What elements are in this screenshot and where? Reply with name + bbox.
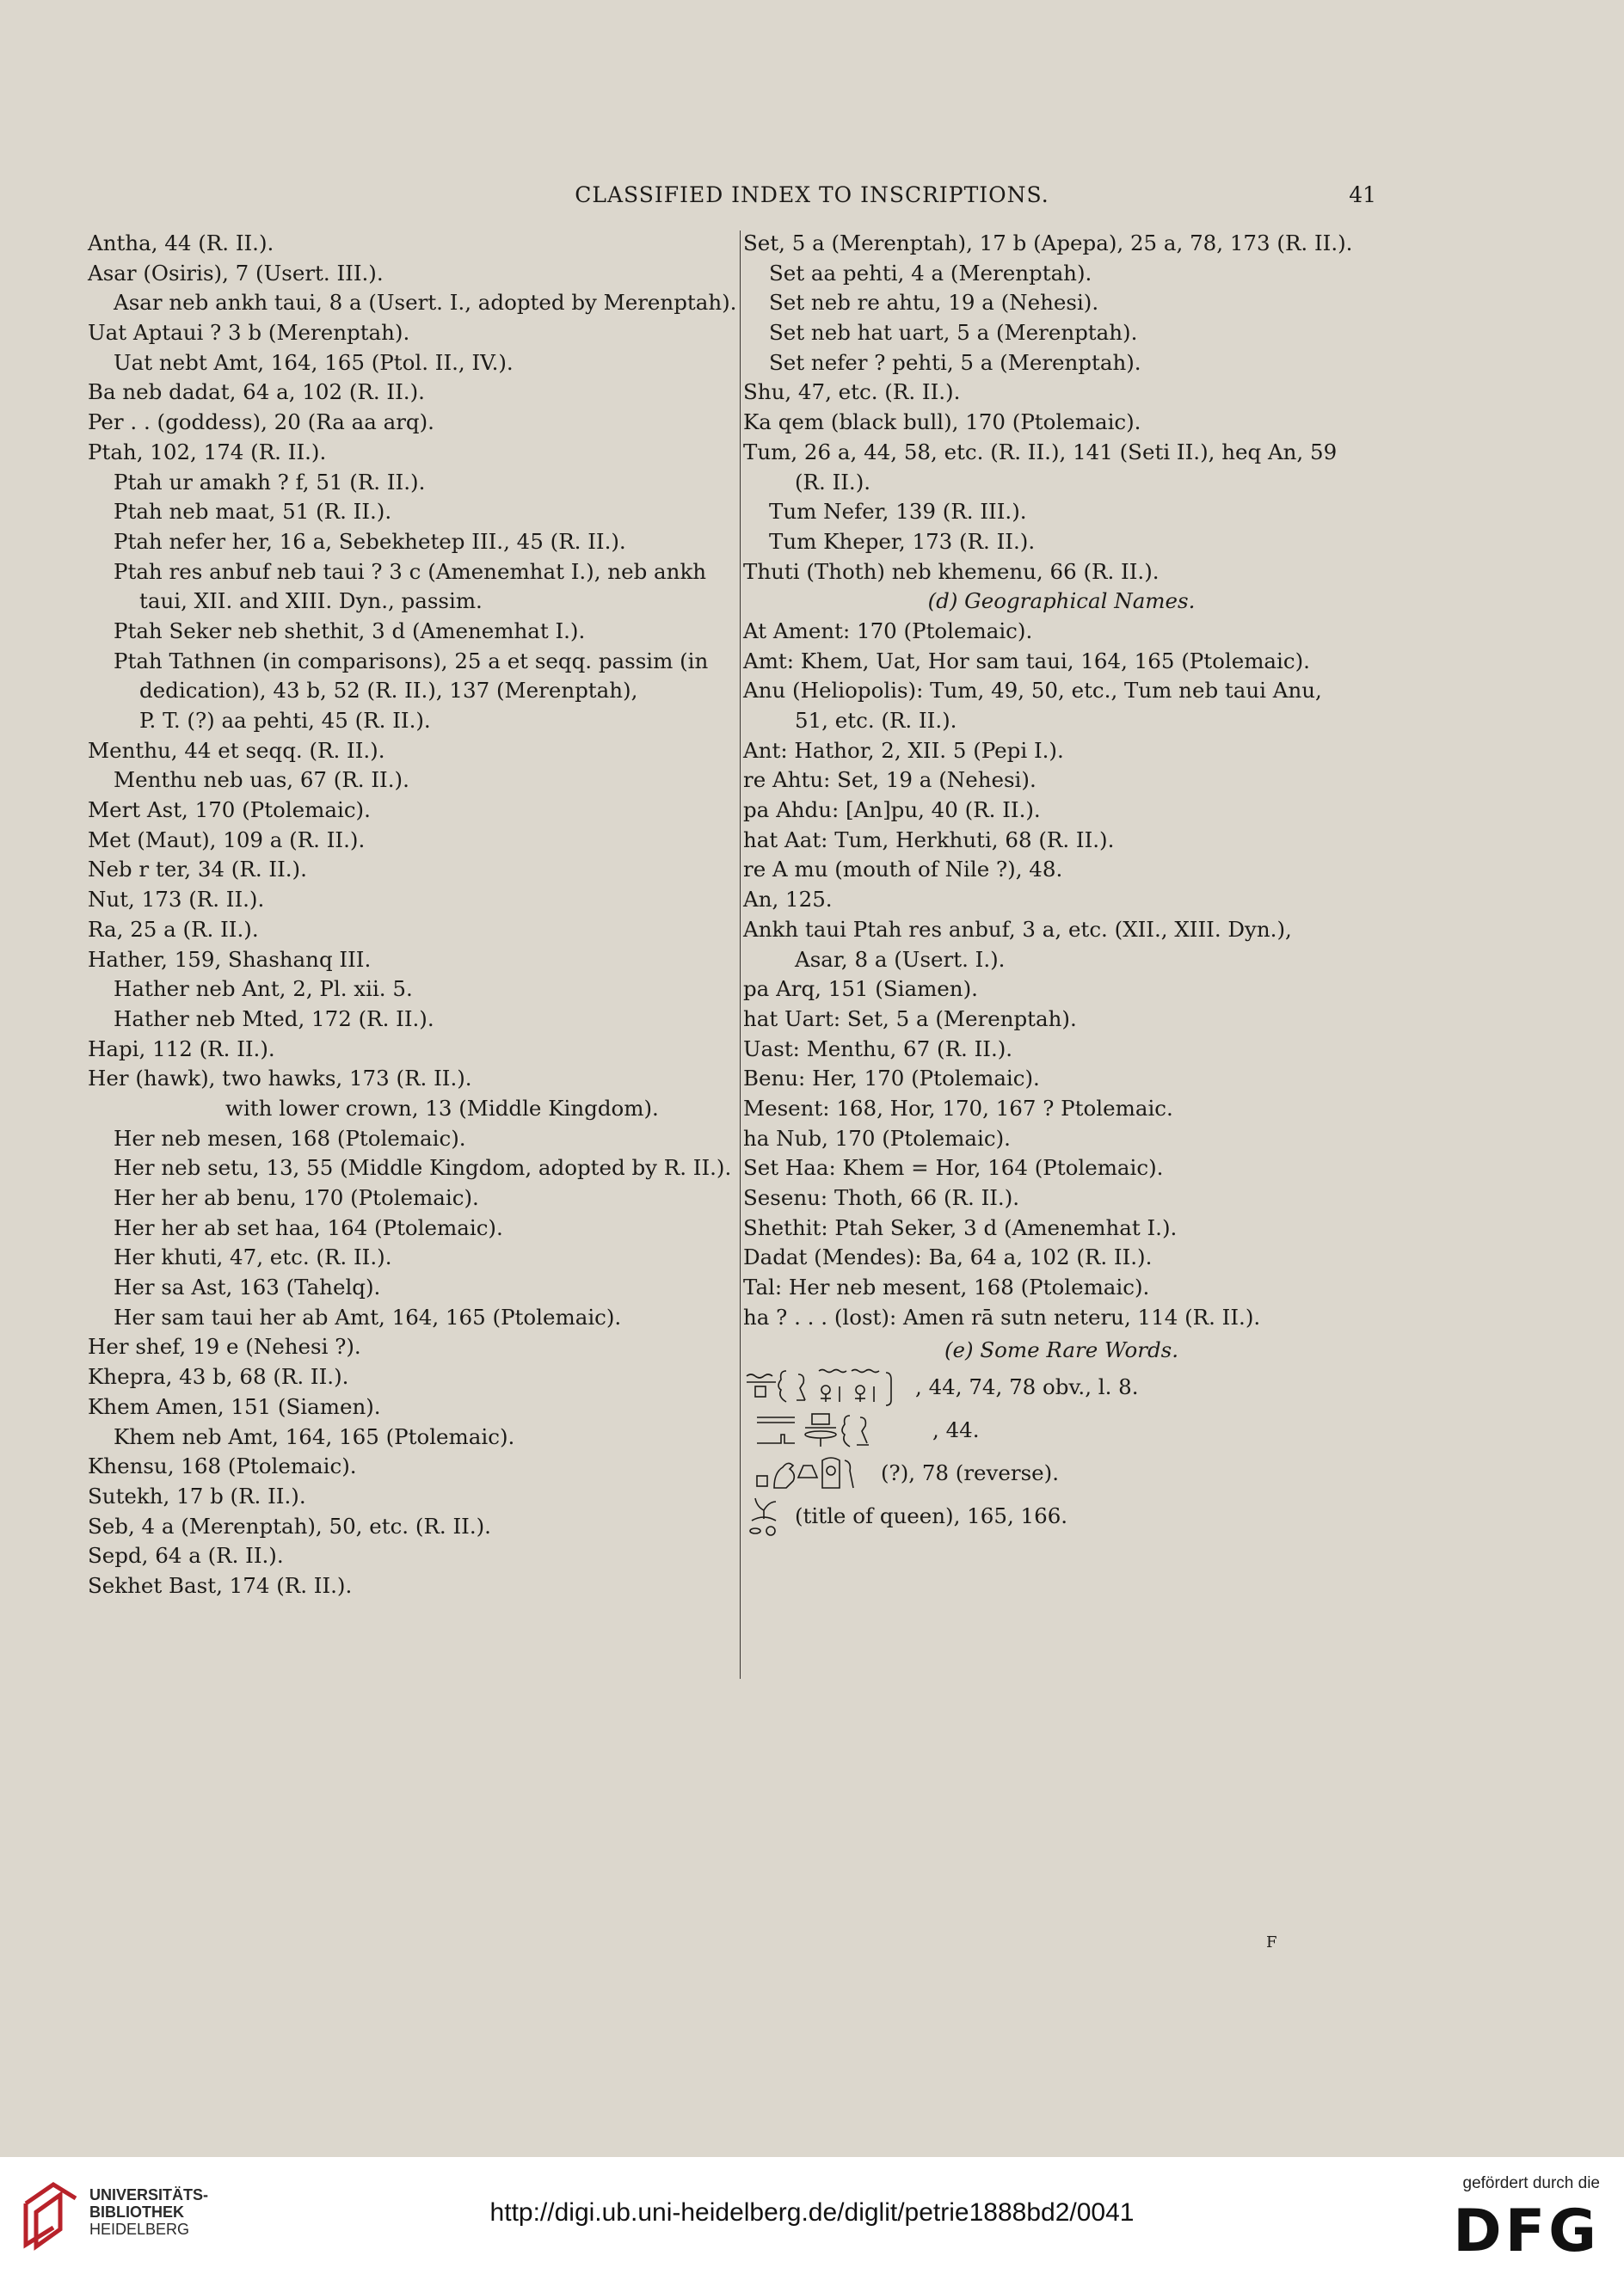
index-entry: Her sa Ast, 163 (Tahelq).	[114, 1275, 381, 1300]
signature-mark: F	[1266, 1933, 1277, 1951]
index-entry: (R. II.).	[795, 469, 871, 495]
index-entry: Sutekh, 17 b (R. II.).	[88, 1483, 306, 1509]
index-entry: re A mu (mouth of Nile ?), 48.	[743, 857, 1063, 882]
index-entry: Her neb setu, 13, 55 (Middle Kingdom, adopted by R. II.).	[114, 1155, 732, 1181]
geographical-names-heading: (d) Geographical Names.	[927, 588, 1196, 614]
index-entry: Nut, 173 (R. II.).	[88, 887, 265, 913]
index-entry: Met (Maut), 109 a (R. II.).	[88, 827, 366, 852]
rare-word-refs: (title of queen), 165, 166.	[795, 1503, 1068, 1528]
index-entry: Ra, 25 a (R. II.).	[88, 916, 259, 942]
index-entry: Ptah neb maat, 51 (R. II.).	[114, 499, 392, 525]
index-entry: Asar neb ankh taui, 8 a (Usert. I., adopted by Merenptah).	[114, 290, 737, 316]
left-column	[88, 229, 737, 1601]
index-entry: Sepd, 64 a (R. II.).	[88, 1543, 284, 1569]
index-entry: Tal: Her neb mesent, 168 (Ptolemaic).	[743, 1275, 1150, 1300]
index-entry: P. T. (?) aa pehti, 45 (R. II.).	[139, 708, 431, 733]
index-entry: Antha, 44 (R. II.).	[88, 230, 274, 255]
index-entry: Set nefer ? pehti, 5 a (Merenptah).	[769, 349, 1141, 375]
right-column	[743, 229, 1380, 1538]
index-entry: pa Arq, 151 (Siamen).	[743, 976, 978, 1002]
index-entry: Her shef, 19 e (Nehesi ?).	[88, 1334, 361, 1360]
index-entry: Ptah Tathnen (in comparisons), 25 a et seqq. passim (in	[114, 648, 709, 673]
index-entry: taui, XII. and XIII. Dyn., passim.	[139, 588, 483, 614]
index-entry: Khensu, 168 (Ptolemaic).	[88, 1454, 357, 1479]
page-number: 41	[1349, 182, 1376, 207]
index-entry: Anu (Heliopolis): Tum, 49, 50, etc., Tum neb taui Anu,	[743, 678, 1322, 704]
library-name-line: UNIVERSITÄTS-	[89, 2186, 209, 2203]
index-entry: Tum Nefer, 139 (R. III.).	[769, 499, 1027, 525]
index-entry: Her her ab set haa, 164 (Ptolemaic).	[114, 1214, 503, 1240]
index-entry: Hapi, 112 (R. II.).	[88, 1036, 275, 1061]
index-entry: An, 125.	[743, 887, 833, 913]
running-title: CLASSIFIED INDEX TO INSCRIPTIONS.	[575, 182, 1049, 207]
index-entry: Mert Ast, 170 (Ptolemaic).	[88, 797, 371, 823]
hieroglyph-group-2-icon	[743, 1410, 924, 1450]
index-entry: hat Uart: Set, 5 a (Merenptah).	[743, 1005, 1077, 1031]
index-entry: Ptah Seker neb shethit, 3 d (Amenemhat I.).	[114, 618, 586, 643]
index-entry: Sesenu: Thoth, 66 (R. II.).	[743, 1185, 1020, 1210]
index-entry: Neb r ter, 34 (R. II.).	[88, 857, 307, 882]
index-entry: hat Aat: Tum, Herkhuti, 68 (R. II.).	[743, 827, 1115, 852]
hieroglyph-group-3-icon	[743, 1454, 872, 1493]
index-entry: Hather neb Mted, 172 (R. II.).	[114, 1005, 434, 1031]
library-name-line: BIBLIOTHEK	[89, 2203, 184, 2221]
rare-word-refs: (?), 78 (reverse).	[881, 1460, 1060, 1485]
deity-entries-continued	[743, 229, 1380, 587]
digitization-footer	[0, 2157, 1624, 2274]
index-entry: Amt: Khem, Uat, Hor sam taui, 164, 165 (Ptolemaic).	[743, 648, 1310, 673]
page-header	[0, 179, 1624, 213]
geographical-names-list	[743, 617, 1380, 1333]
index-entry: Ant: Hathor, 2, XII. 5 (Pepi I.).	[743, 737, 1064, 763]
index-entry: Her (hawk), two hawks, 173 (R. II.).	[88, 1066, 472, 1091]
rare-word-entry	[743, 1452, 1380, 1495]
hieroglyph-group-1-icon	[743, 1367, 907, 1407]
index-entry: Shethit: Ptah Seker, 3 d (Amenemhat I.).	[743, 1214, 1178, 1240]
index-entry: Ba neb dadat, 64 a, 102 (R. II.).	[88, 379, 425, 405]
index-entry: Her her ab benu, 170 (Ptolemaic).	[114, 1185, 479, 1210]
index-entry: Uast: Menthu, 67 (R. II.).	[743, 1036, 1013, 1061]
index-entry: Her sam taui her ab Amt, 164, 165 (Ptolemaic).	[114, 1304, 622, 1330]
index-entry: Her khuti, 47, etc. (R. II.).	[114, 1245, 392, 1270]
library-name-line: HEIDELBERG	[89, 2221, 190, 2238]
index-entry: ha ? . . . (lost): Amen rā sutn neteru, 114 (R. II.).	[743, 1304, 1261, 1330]
index-entry: Khem neb Amt, 164, 165 (Ptolemaic).	[114, 1423, 515, 1449]
rare-words-heading: (e) Some Rare Words.	[944, 1337, 1179, 1363]
hieroglyph-group-4-icon	[743, 1495, 786, 1538]
index-entry: Her neb mesen, 168 (Ptolemaic).	[114, 1125, 466, 1151]
column-divider	[740, 230, 741, 1679]
index-entry: 51, etc. (R. II.).	[795, 708, 957, 733]
index-entry: Seb, 4 a (Merenptah), 50, etc. (R. II.).	[88, 1513, 491, 1539]
dfg-logo[interactable]: DFG	[1453, 2197, 1600, 2265]
index-entry: Dadat (Mendes): Ba, 64 a, 102 (R. II.).	[743, 1245, 1153, 1270]
permalink-url[interactable]: http://digi.ub.uni-heidelberg.de/diglit/petrie1888bd2/0041	[489, 2198, 1135, 2227]
rare-word-entry	[743, 1409, 1380, 1452]
index-entry: Ptah, 102, 174 (R. II.).	[88, 439, 327, 464]
index-entry: Ankh taui Ptah res anbuf, 3 a, etc. (XII., XIII. Dyn.),	[743, 916, 1292, 942]
index-entry: Thuti (Thoth) neb khemenu, 66 (R. II.).	[743, 558, 1160, 584]
index-entry: Ptah ur amakh ? f, 51 (R. II.).	[114, 469, 426, 495]
index-entry: Hather, 159, Shashanq III.	[88, 946, 372, 972]
index-entry: Set neb hat uart, 5 a (Merenptah).	[769, 320, 1138, 346]
index-entry: Benu: Her, 170 (Ptolemaic).	[743, 1066, 1040, 1091]
index-entry: Set, 5 a (Merenptah), 17 b (Apepa), 25 a, 78, 173 (R. II.).	[743, 230, 1353, 255]
index-entry: Uat Aptaui ? 3 b (Merenptah).	[88, 320, 410, 346]
index-entry: Tum, 26 a, 44, 58, etc. (R. II.), 141 (Seti II.), heq An, 59	[743, 439, 1338, 464]
index-entry: Set neb re ahtu, 19 a (Nehesi).	[769, 290, 1099, 316]
index-entry: Asar, 8 a (Usert. I.).	[795, 946, 1006, 972]
rare-word-refs: , 44.	[932, 1417, 980, 1442]
index-entry: Asar (Osiris), 7 (Usert. III.).	[88, 260, 384, 286]
index-entry: Per . . (goddess), 20 (Ra aa arq).	[88, 409, 434, 435]
index-entry: Sekhet Bast, 174 (R. II.).	[88, 1572, 353, 1598]
index-entry: Menthu neb uas, 67 (R. II.).	[114, 767, 409, 793]
index-entry: Shu, 47, etc. (R. II.).	[743, 379, 961, 405]
index-entry: Uat nebt Amt, 164, 165 (Ptol. II., IV.).	[114, 349, 514, 375]
index-entry: with lower crown, 13 (Middle Kingdom).	[225, 1095, 659, 1121]
index-entry: Set aa pehti, 4 a (Merenptah).	[769, 260, 1092, 286]
index-entry: pa Ahdu: [An]pu, 40 (R. II.).	[743, 797, 1041, 823]
index-entry: Khem Amen, 151 (Siamen).	[88, 1393, 381, 1419]
index-entry: dedication), 43 b, 52 (R. II.), 137 (Merenptah),	[139, 678, 638, 704]
rare-word-refs: , 44, 74, 78 obv., l. 8.	[915, 1374, 1139, 1399]
index-entry: Mesent: 168, Hor, 170, 167 ? Ptolemaic.	[743, 1095, 1173, 1121]
index-entry: At Ament: 170 (Ptolemaic).	[743, 618, 1033, 643]
index-entry: Menthu, 44 et seqq. (R. II.).	[88, 737, 385, 763]
funded-by-label: gefördert durch die	[1462, 2174, 1600, 2192]
index-entry: Ptah nefer her, 16 a, Sebekhetep III., 45 (R. II.).	[114, 528, 626, 554]
index-entry: Khepra, 43 b, 68 (R. II.).	[88, 1364, 349, 1390]
index-entry: Ptah res anbuf neb taui ? 3 c (Amenemhat I.), neb ankh	[114, 558, 707, 584]
index-entry: Hather neb Ant, 2, Pl. xii. 5.	[114, 976, 413, 1002]
index-entry: Set Haa: Khem = Hor, 164 (Ptolemaic).	[743, 1155, 1164, 1181]
index-entry: ha Nub, 170 (Ptolemaic).	[743, 1125, 1011, 1151]
index-entry: Tum Kheper, 173 (R. II.).	[769, 528, 1036, 554]
index-entry: Ka qem (black bull), 170 (Ptolemaic).	[743, 409, 1141, 435]
index-entry: re Ahtu: Set, 19 a (Nehesi).	[743, 767, 1037, 793]
rare-word-entry	[743, 1495, 1380, 1538]
rare-word-entry	[743, 1366, 1380, 1409]
